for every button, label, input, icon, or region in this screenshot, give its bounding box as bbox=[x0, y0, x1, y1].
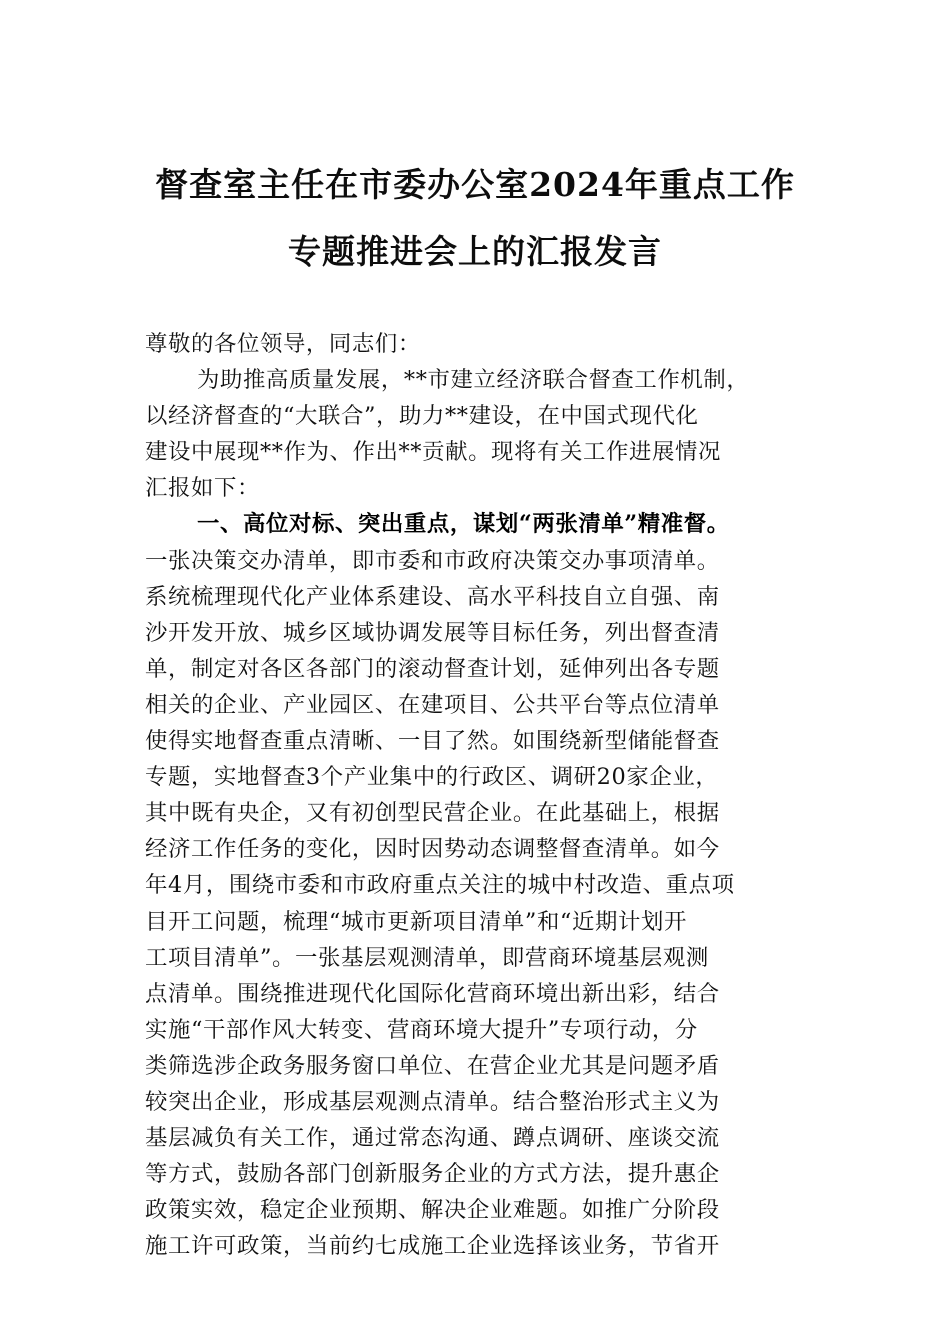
section-1-line: 等方式，鼓励各部门创新服务企业的方式方法，提升惠企 bbox=[145, 1161, 720, 1188]
section-1-line: 目开工问题，梳理“城市更新项目清单”和“近期计划开 bbox=[145, 908, 687, 935]
intro-line: 以经济督查的“大联合”，助力**建设，在中国式现代化 bbox=[145, 403, 699, 430]
section-1-line: 使得实地督查重点清晰、一目了然。如围绕新型储能督查 bbox=[145, 728, 720, 755]
section-1-line: 基层减负有关工作，通过常态沟通、蹲点调研、座谈交流 bbox=[145, 1125, 720, 1152]
document-body bbox=[145, 326, 815, 1264]
intro-line: 为助推高质量发展，**市建立经济联合督查工作机制， bbox=[197, 367, 750, 394]
section-1-line: 专题，实地督查3个产业集中的行政区、调研20家企业， bbox=[145, 764, 719, 791]
intro-line: 建设中展现**作为、作出**贡献。现将有关工作进展情况 bbox=[145, 439, 721, 466]
section-1-line: 政策实效，稳定企业预期、解决企业难题。如推广分阶段 bbox=[145, 1197, 720, 1224]
salutation: 尊敬的各位领导，同志们： bbox=[145, 331, 421, 357]
document-title-line-1: 督查室主任在市委办公室2024年重点工作 bbox=[155, 165, 795, 204]
section-1-line: 经济工作任务的变化，因时因势动态调整督查清单。如今 bbox=[145, 836, 720, 863]
section-1-line: 实施“干部作风大转变、营商环境大提升”专项行动，分 bbox=[145, 1016, 698, 1043]
section-1-line: 年4月，围绕市委和市政府重点关注的城中村改造、重点项 bbox=[145, 872, 735, 899]
document-title-line-2: 专题推进会上的汇报发言 bbox=[288, 232, 662, 271]
section-1-line: 单，制定对各区各部门的滚动督查计划，延伸列出各专题 bbox=[145, 655, 720, 682]
section-1-line: 系统梳理现代化产业体系建设、高水平科技自立自强、南 bbox=[145, 583, 720, 610]
section-1-line: 点清单。围绕推进现代化国际化营商环境出新出彩，结合 bbox=[145, 980, 720, 1007]
section-1-heading: 一、高位对标、突出重点，谋划“两张清单”精准督。 bbox=[197, 511, 730, 538]
section-1-line: 相关的企业、产业园区、在建项目、公共平台等点位清单 bbox=[145, 691, 720, 718]
section-1-line: 较突出企业，形成基层观测点清单。结合整治形式主义为 bbox=[145, 1088, 720, 1115]
section-1-line: 类筛选涉企政务服务窗口单位、在营企业尤其是问题矛盾 bbox=[145, 1052, 720, 1079]
section-1-line: 一张决策交办清单，即市委和市政府决策交办事项清单。 bbox=[145, 547, 720, 574]
intro-line: 汇报如下： bbox=[145, 475, 260, 502]
section-1-line: 工项目清单”。一张基层观测清单，即营商环境基层观测 bbox=[145, 944, 709, 971]
section-1-line: 沙开发开放、城乡区域协调发展等目标任务，列出督查清 bbox=[145, 619, 720, 646]
section-1-line: 施工许可政策，当前约七成施工企业选择该业务，节省开 bbox=[145, 1233, 720, 1260]
section-1-line: 其中既有央企，又有初创型民营企业。在此基础上，根据 bbox=[145, 800, 720, 827]
